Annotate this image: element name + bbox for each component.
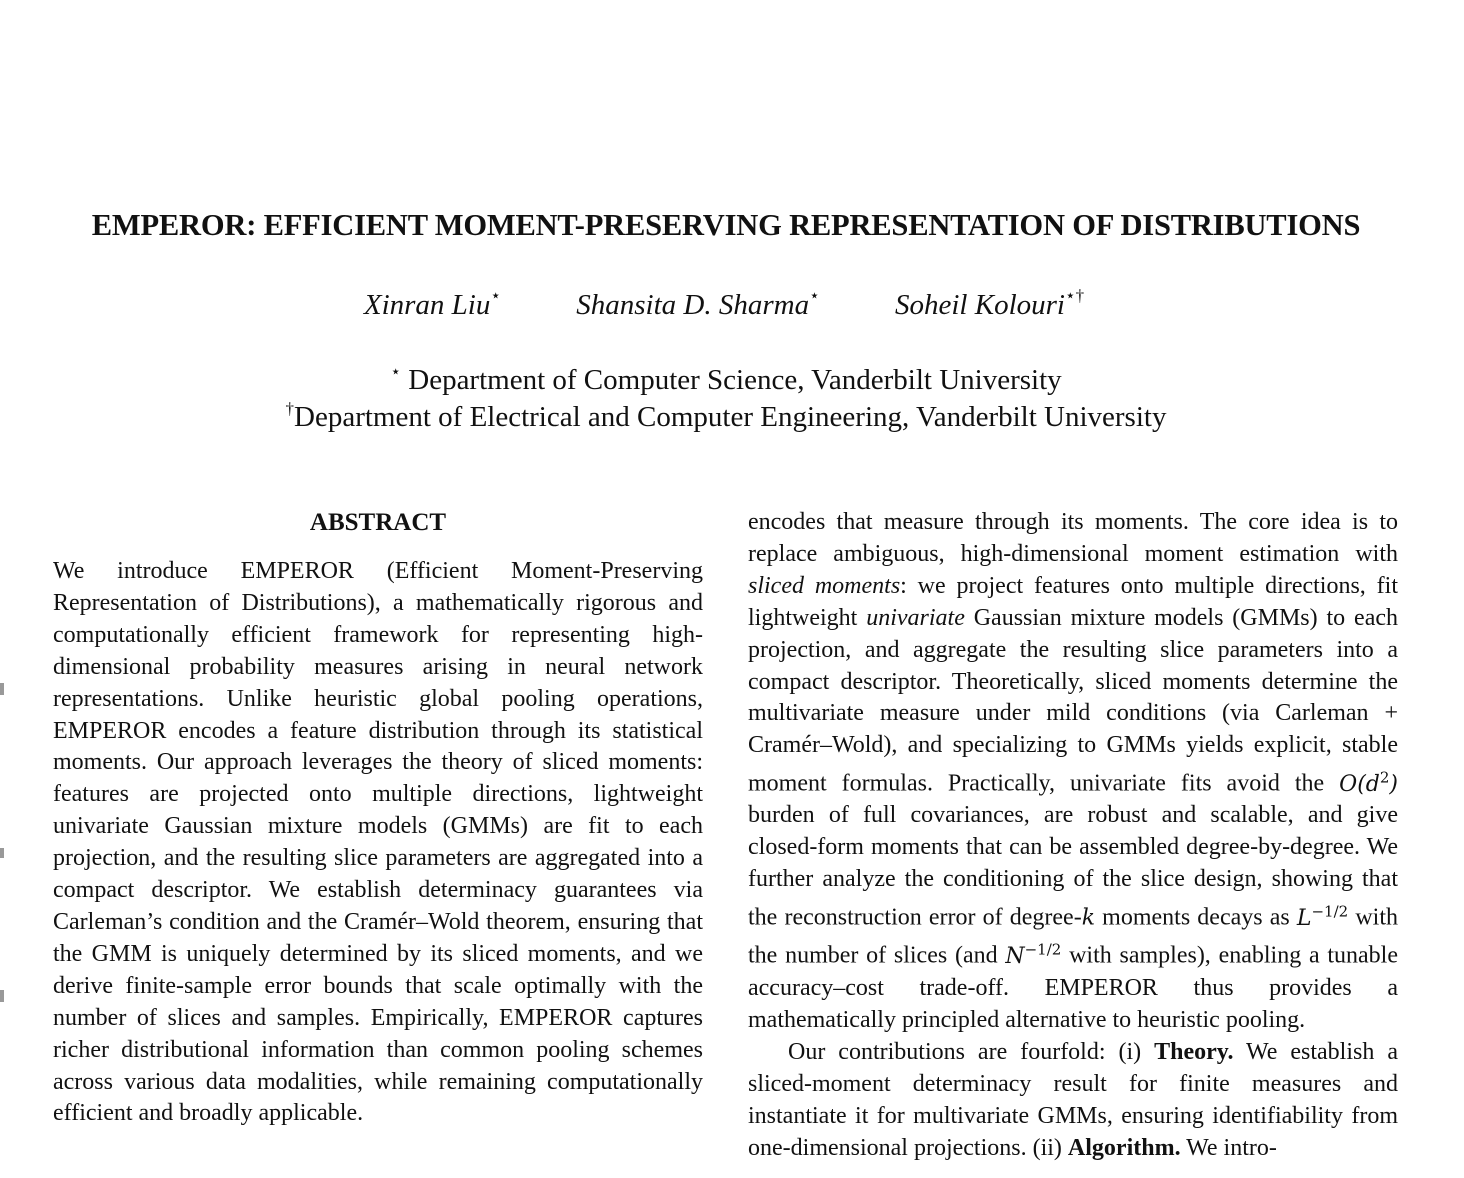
- abstract-column: [53, 506, 703, 1130]
- margin-tick: [0, 848, 4, 858]
- author-list: [0, 286, 1448, 322]
- math-rate-samples: $N^{-1/2}$: [1005, 940, 1062, 969]
- margin-tick: [0, 990, 4, 1002]
- margin-tick: [0, 683, 4, 695]
- affiliation: †Department of Electrical and Computer Engineering, Vanderbilt University: [285, 399, 1167, 433]
- intro-column: [748, 507, 1398, 1165]
- abstract-heading: ABSTRACT: [309, 509, 447, 536]
- author-name: Shansita D. Sharma⋆: [576, 286, 820, 321]
- intro-paragraph: encodes that measure through its moments. The core idea is to replace ambiguous, high-dimensional moment estimation with sliced moments: we project features onto multiple directions, fit lightweight univariate Gaussian mixture models (GMMs) to each projection, and aggregate the resulting slice parameters into a compact descriptor. Theoretically, sliced moments determine the multivariate measure under mild conditions (via Carleman + Cramér–Wold), and specializing to GMMs yields explicit, stable moment formulas. Practically, univariate fits avoid the $O(d^2)$ burden of full covariances, are robust and scalable, and give closed-form moments that can be assembled degree-by-degree. We further analyze the conditioning of the slice design, showing that the reconstruction error of degree-k moments decays as $L^{-1/2}$ with the number of slices (and $N^{-1/2}$ with samples), enabling a tunable accuracy–cost trade-off. EMPEROR thus provides a mathematically principled alternative to heuristic pooling.: [748, 509, 1399, 1033]
- affiliation: ⋆ Department of Computer Science, Vanderbilt University: [390, 362, 1062, 396]
- author-name: Soheil Kolouri⋆†: [895, 286, 1085, 321]
- math-rate-slices: $L^{-1/2}$: [1296, 902, 1349, 931]
- contributions-paragraph: Our contributions are fourfold: (i) Theory. We establish a sliced-moment determinacy result for finite measures and instantiate it for multivariate GMMs, ensuring identifiability from one-dimensional projections. (ii) Algorithm. We intro-: [748, 1039, 1398, 1162]
- author-name: Xinran Liu⋆: [363, 286, 502, 321]
- math-complexity: $O(d^2)$: [1339, 768, 1398, 797]
- abstract-text: We introduce EMPEROR (Efficient Moment-Preserving Representation of Distributions), a mathematically rigorous and computationally efficient framework for representing high-dimensional probability measures arising in neural network representations. Unlike heuristic global pooling operations, EMPEROR encodes a feature distribution through its statistical moments. Our approach leverages the theory of sliced moments: features are projected onto multiple directions, lightweight univariate Gaussian mixture models (GMMs) are fit to each projection, and the resulting slice parameters are aggregated into a compact descriptor. We establish determinacy guarantees via Carleman’s condition and the Cramér–Wold theorem, ensuring that the GMM is uniquely determined by its sliced moments, and we derive finite-sample error bounds that scale optimally with the number of slices and samples. Empirically, EMPEROR captures richer distributional information than common pooling schemes across various data modalities, while remaining computationally efficient and broadly applicable.: [53, 558, 703, 1127]
- math-k: k: [1081, 905, 1096, 931]
- paper-title: EMPEROR: EFFICIENT MOMENT-PRESERVING REPRESENTATION OF DISTRIBUTIONS: [91, 208, 1361, 242]
